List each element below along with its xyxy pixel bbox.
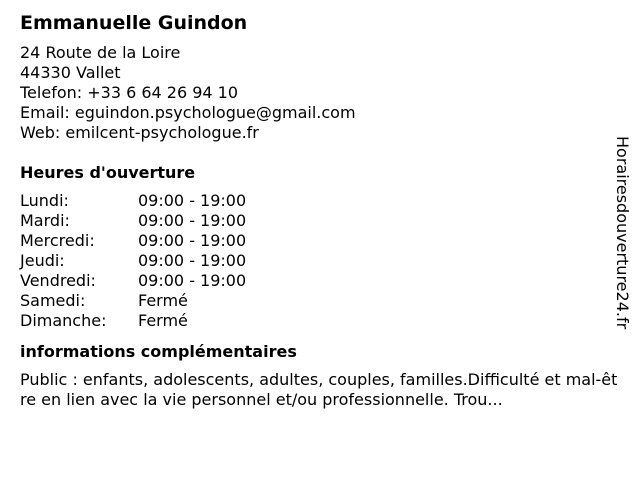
hours-row-friday [20, 271, 246, 291]
website-text: Web: emilcent-psychologue.fr [20, 123, 259, 142]
hours-row-saturday [20, 291, 246, 311]
day-hours: 09:00 - 19:00 [138, 271, 247, 290]
hours-row-wednesday [20, 231, 246, 251]
hours-row-sunday [20, 311, 246, 331]
day-label: Lundi: [20, 191, 69, 210]
day-hours: 09:00 - 19:00 [138, 231, 247, 250]
phone-text: Telefon: +33 6 64 26 94 10 [20, 83, 239, 102]
additional-info-title: informations complémentaires [20, 342, 297, 361]
address-city: 44330 Vallet [20, 63, 121, 82]
business-card [20, 10, 618, 410]
day-label: Vendredi: [20, 271, 96, 290]
hours-row-monday [20, 191, 246, 211]
business-name: Emmanuelle Guindon [20, 12, 248, 34]
opening-hours-title: Heures d'ouverture [20, 163, 196, 182]
day-hours: Fermé [138, 291, 188, 310]
day-label: Dimanche: [20, 311, 107, 330]
day-label: Mercredi: [20, 231, 95, 250]
day-label: Jeudi: [20, 251, 65, 270]
additional-info-text: Public : enfants, adolescents, adultes, couples, familles.Difficulté et mal-être en lien avec la vie personnel et/ou professionnelle. Trou... [20, 370, 618, 409]
day-hours: 09:00 - 19:00 [138, 251, 247, 270]
day-label: Samedi: [20, 291, 86, 310]
day-hours: 09:00 - 19:00 [138, 191, 247, 210]
opening-hours-table [20, 191, 246, 331]
day-label: Mardi: [20, 211, 70, 230]
address-street: 24 Route de la Loire [20, 43, 181, 62]
hours-row-thursday [20, 251, 246, 271]
day-hours: 09:00 - 19:00 [138, 211, 247, 230]
site-brand-vertical: Horairesdouverture24.fr [613, 136, 632, 330]
day-hours: Fermé [138, 311, 188, 330]
hours-row-tuesday [20, 211, 246, 231]
email-text: Email: eguindon.psychologue@gmail.com [20, 103, 356, 122]
